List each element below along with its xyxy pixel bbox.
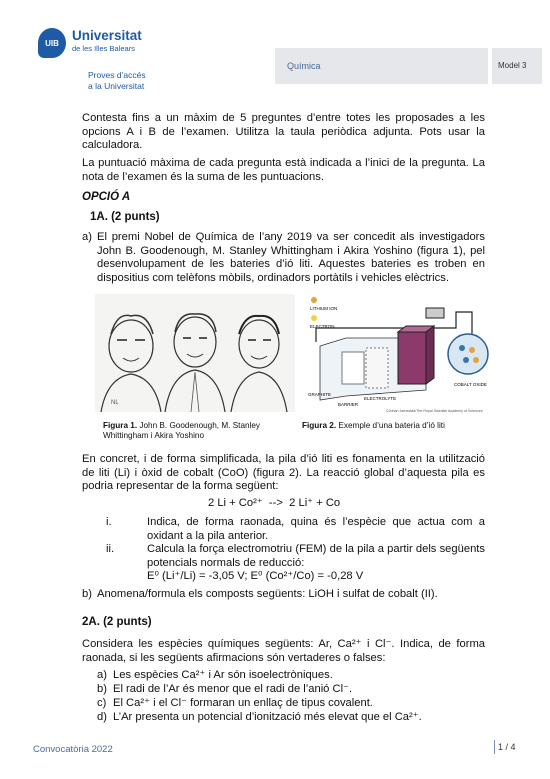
item-ii-text: Calcula la força electromotriu (FEM) de la pila a partir dels següents potencials normals de reducció:	[147, 543, 485, 569]
q2-item-c-label: c)	[97, 697, 107, 709]
figure-1-caption-label: Figura 1.	[103, 421, 138, 430]
figure-1-signature: NL	[111, 400, 119, 406]
label-cobalt-oxide: COBALT OXIDE	[454, 382, 487, 387]
figure-2-battery-diagram	[306, 292, 490, 414]
university-name: Universitat	[72, 28, 142, 43]
part-b-text: Anomena/formula els composts següents: LiOH i sulfat de cobalt (II).	[97, 588, 438, 600]
label-lithium-ion: LITHIUM ION	[310, 306, 338, 311]
figure-2-caption-text: Exemple d’una bateria d’ió liti	[336, 421, 445, 430]
item-ii-number: ii.	[106, 543, 115, 555]
model-label: Model 3	[498, 61, 527, 70]
tagline-line-1: Proves d’accés	[88, 70, 146, 80]
label-graphite: GRAPHITE	[308, 392, 332, 397]
q2-item-d-text: L’Ar presenta un potencial d’ionització més elevat que el Ca²⁺.	[113, 711, 422, 723]
label-electrolyte: ELECTROLYTE	[364, 396, 397, 401]
label-barrier: BARRIER	[338, 402, 359, 407]
question-2a-intro: Considera les espècies químiques següents: Ar, Ca²⁺ i Cl⁻. Indica, de forma raonada, si les següents afirmacions són vertaderes o falses:	[82, 638, 485, 664]
electron-icon	[311, 315, 317, 321]
q2-item-a-text: Les espècies Ca²⁺ i Ar són isoelectròniques.	[113, 669, 333, 681]
q2-item-b-text: El radi de l’Ar és menor que el radi de l’anió Cl⁻.	[113, 683, 353, 695]
university-subtitle: de les Illes Balears	[72, 44, 135, 53]
lithium-ion-icon	[311, 297, 317, 303]
page-number: 1 / 4	[498, 742, 516, 752]
reaction-equation: 2 Li + Co²⁺ --> 2 Li⁺ + Co	[208, 497, 341, 509]
intro-paragraph-2: La puntuació màxima de cada pregunta està indicada a l’inici de la pregunta. La nota de l’examen és la suma de les puntuacions.	[82, 157, 485, 183]
figure-1-caption	[103, 421, 288, 441]
figure-2-caption-label: Figura 2.	[302, 421, 337, 430]
tagline	[88, 70, 146, 92]
figure-1-caption-text: John B. Goodenough, M. Stanley Whittingham i Akira Yoshino	[103, 421, 261, 440]
tagline-line-2: a la Universitat	[88, 81, 145, 91]
item-i-number: i.	[106, 516, 112, 528]
electrolyte-region	[366, 348, 388, 388]
part-b-label: b)	[82, 588, 92, 600]
figure-2-caption	[302, 421, 492, 431]
q2-item-b-label: b)	[97, 683, 107, 695]
label-electron: ELECTRON	[310, 324, 335, 329]
figure-2-credit: ©Johan Jarnestad/The Royal Swedish Academy of Sciences	[386, 409, 483, 413]
q2-item-c-text: El Ca²⁺ i el Cl⁻ formaran un enllaç de tipus covalent.	[113, 697, 373, 709]
q2-item-a-label: a)	[97, 669, 107, 681]
question-2a-title: 2A. (2 punts)	[82, 616, 152, 628]
footer-session: Convocatòria 2022	[33, 744, 113, 755]
option-a-heading: OPCIÓ A	[82, 191, 131, 203]
uib-logo	[38, 28, 66, 58]
part-a-label: a)	[82, 231, 92, 243]
part-a-text: El premi Nobel de Química de l’any 2019 va ser concedit als investigadors John B. Goodenough, M. Stanley Whittingham i Akira Yoshino (figura 1), pel desenvolupament de les bateries d’ió liti. Aquestes bateries es troben en dispositius com telèfons mòbils, ordinadors portàtils i vehicles elèctrics.	[97, 231, 485, 284]
intro-paragraph-1: Contesta fins a un màxim de 5 preguntes d’entre totes les proposades a les opcions A i B de l’examen. Utilitza la taula periòdica adjunta. Pots usar la calculadora.	[82, 112, 485, 152]
reduction-potentials: E⁰ (Li⁺/Li) = -3,05 V; E⁰ (Co²⁺/Co) = -0,28 V	[147, 570, 364, 582]
item-i-text: Indica, de forma raonada, quina és l’espècie que actua com a oxidant a la pila anterior.	[147, 516, 485, 542]
cobalt-oxide-electrode	[398, 326, 434, 384]
magnified-view	[448, 334, 488, 374]
graphite-electrode	[342, 352, 364, 384]
footer-divider	[494, 740, 495, 754]
subject-label: Química	[287, 61, 321, 71]
battery-paragraph: En concret, i de forma simplificada, la pila d’ió liti es fonamenta en la utilització de liti (Li) i òxid de cobalt (CoO) (figura 2). La reacció global d’aquesta pila es podria representar de la forma següent:	[82, 453, 485, 493]
q2-item-d-label: d)	[97, 711, 107, 723]
load-bulb	[426, 308, 444, 318]
logo-text: UIB	[45, 38, 59, 48]
figure-1-portraits	[95, 294, 295, 412]
question-1a-title: 1A. (2 punts)	[90, 211, 160, 223]
